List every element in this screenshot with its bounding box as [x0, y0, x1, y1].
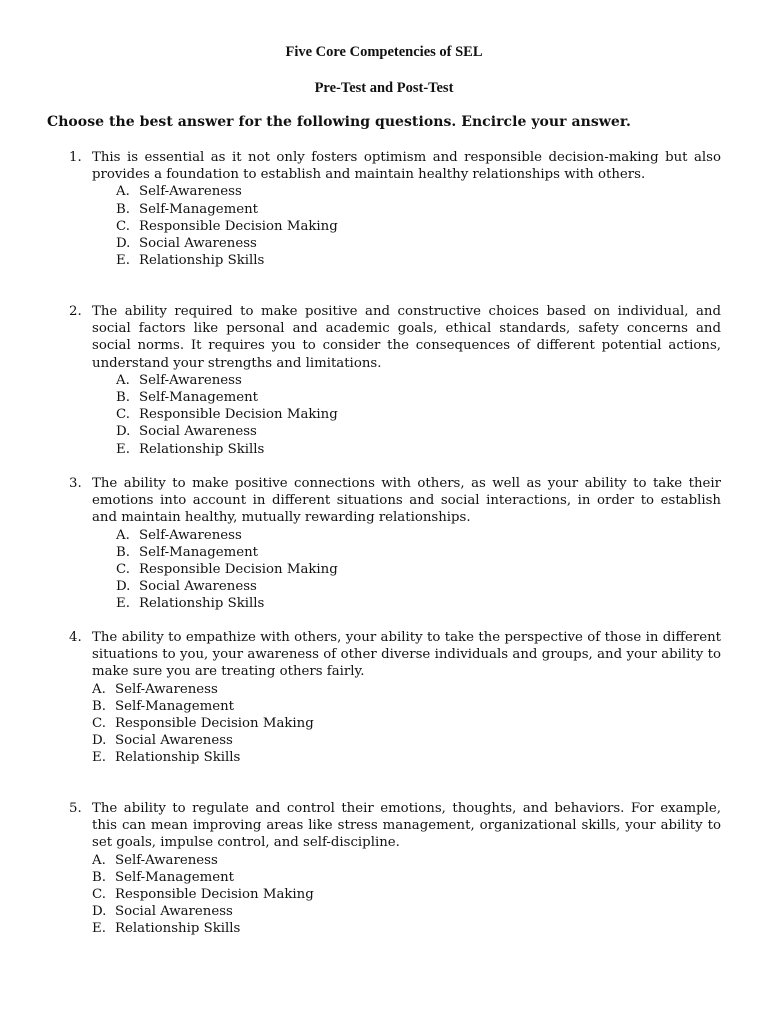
- option-label: Self-Awareness: [139, 184, 242, 200]
- option-label: Self-Awareness: [115, 681, 218, 697]
- question-4: [69, 629, 721, 767]
- question-text: This is essential as it not only fosters optimism and responsible decision-making but also provides a foundation to establish and maintain healthy relationships with others.: [92, 150, 721, 183]
- option-d[interactable]: [92, 903, 721, 920]
- option-label: Relationship Skills: [115, 921, 241, 937]
- option-label: Self-Management: [139, 544, 258, 560]
- question-text: The ability to empathize with others, your ability to take the perspective of those in different situations to you, your awareness of other diverse individuals and groups, and your ability to make sure you are treating others fairly.: [92, 630, 721, 680]
- question-5: [69, 800, 721, 938]
- question-text: The ability to regulate and control their emotions, thoughts, and behaviors. For example, this can mean improving areas like stress management, organizational skills, your ability to set goals, impulse control, and self-discipline.: [92, 801, 721, 851]
- option-letter: B.: [116, 390, 130, 406]
- question-number: 2.: [69, 304, 82, 319]
- option-letter: A.: [92, 852, 106, 868]
- option-label: Social Awareness: [115, 733, 233, 749]
- option-label: Social Awareness: [115, 904, 233, 920]
- option-e[interactable]: [92, 920, 721, 937]
- option-a[interactable]: [116, 183, 721, 200]
- answer-options: [92, 681, 721, 767]
- option-a[interactable]: [116, 527, 721, 544]
- option-a[interactable]: [92, 681, 721, 698]
- option-letter: C.: [92, 716, 106, 732]
- option-letter: C.: [116, 218, 130, 234]
- question-number: 3.: [69, 476, 82, 491]
- option-label: Social Awareness: [139, 579, 257, 595]
- option-label: Responsible Decision Making: [115, 887, 314, 903]
- option-letter: C.: [92, 887, 106, 903]
- option-d[interactable]: [116, 235, 721, 252]
- option-label: Responsible Decision Making: [139, 407, 338, 423]
- option-letter: A.: [116, 184, 130, 200]
- question-number: 4.: [69, 630, 82, 645]
- question-1: [69, 149, 721, 269]
- option-b[interactable]: [116, 201, 721, 218]
- option-b[interactable]: [116, 544, 721, 561]
- answer-options: [92, 852, 721, 938]
- option-letter: A.: [116, 372, 130, 388]
- option-letter: B.: [116, 544, 130, 560]
- question-3: [69, 475, 721, 613]
- option-letter: E.: [116, 441, 130, 457]
- instructions: Choose the best answer for the following questions. Encircle your answer.: [47, 114, 631, 130]
- option-letter: C.: [116, 562, 130, 578]
- question-number: 1.: [69, 150, 82, 165]
- option-c[interactable]: [116, 561, 721, 578]
- option-letter: D.: [92, 904, 107, 920]
- answer-options: [116, 372, 721, 458]
- option-label: Self-Management: [139, 390, 258, 406]
- option-label: Self-Management: [139, 201, 258, 217]
- option-e[interactable]: [92, 749, 721, 766]
- option-a[interactable]: [116, 372, 721, 389]
- option-letter: D.: [116, 579, 131, 595]
- option-label: Self-Management: [115, 869, 234, 885]
- option-letter: B.: [92, 869, 106, 885]
- option-label: Social Awareness: [139, 424, 257, 440]
- option-label: Relationship Skills: [139, 441, 265, 457]
- option-e[interactable]: [116, 595, 721, 612]
- option-letter: D.: [92, 733, 107, 749]
- option-c[interactable]: [116, 218, 721, 235]
- option-d[interactable]: [92, 732, 721, 749]
- question-2: [69, 303, 721, 458]
- option-label: Relationship Skills: [139, 596, 265, 612]
- option-letter: E.: [92, 921, 106, 937]
- option-b[interactable]: [116, 389, 721, 406]
- option-letter: A.: [116, 527, 130, 543]
- document-title: Five Core Competencies of SEL: [285, 44, 483, 60]
- option-letter: E.: [116, 253, 130, 269]
- option-letter: D.: [116, 424, 131, 440]
- question-number: 5.: [69, 801, 82, 816]
- option-c[interactable]: [116, 406, 721, 423]
- option-d[interactable]: [116, 423, 721, 440]
- question-text: The ability required to make positive and constructive choices based on individual, and social factors like personal and academic goals, ethical standards, safety concerns and social norms. It requires you to consider the consequences of different potential actions, understand your strengths and limitations.: [92, 304, 721, 371]
- option-label: Relationship Skills: [139, 253, 265, 269]
- option-e[interactable]: [116, 441, 721, 458]
- option-c[interactable]: [92, 886, 721, 903]
- option-label: Social Awareness: [139, 236, 257, 252]
- option-letter: B.: [116, 201, 130, 217]
- option-letter: A.: [92, 681, 106, 697]
- option-a[interactable]: [92, 852, 721, 869]
- option-label: Relationship Skills: [115, 750, 241, 766]
- option-label: Responsible Decision Making: [139, 562, 338, 578]
- option-c[interactable]: [92, 715, 721, 732]
- option-label: Self-Awareness: [139, 372, 242, 388]
- option-label: Self-Management: [115, 698, 234, 714]
- option-letter: E.: [116, 596, 130, 612]
- option-letter: E.: [92, 750, 106, 766]
- option-label: Self-Awareness: [115, 852, 218, 868]
- option-letter: C.: [116, 407, 130, 423]
- question-text: The ability to make positive connections with others, as well as your ability to take their emotions into account in different situations and social interactions, in order to establish and maintain healthy, mutually rewarding relationships.: [92, 476, 721, 526]
- answer-options: [116, 183, 721, 269]
- answer-options: [116, 527, 721, 613]
- option-label: Responsible Decision Making: [139, 218, 338, 234]
- option-b[interactable]: [92, 869, 721, 886]
- option-e[interactable]: [116, 252, 721, 269]
- option-d[interactable]: [116, 578, 721, 595]
- option-letter: B.: [92, 698, 106, 714]
- option-label: Self-Awareness: [139, 527, 242, 543]
- option-b[interactable]: [92, 698, 721, 715]
- option-label: Responsible Decision Making: [115, 716, 314, 732]
- option-letter: D.: [116, 236, 131, 252]
- document-subtitle: Pre-Test and Post-Test: [314, 80, 454, 96]
